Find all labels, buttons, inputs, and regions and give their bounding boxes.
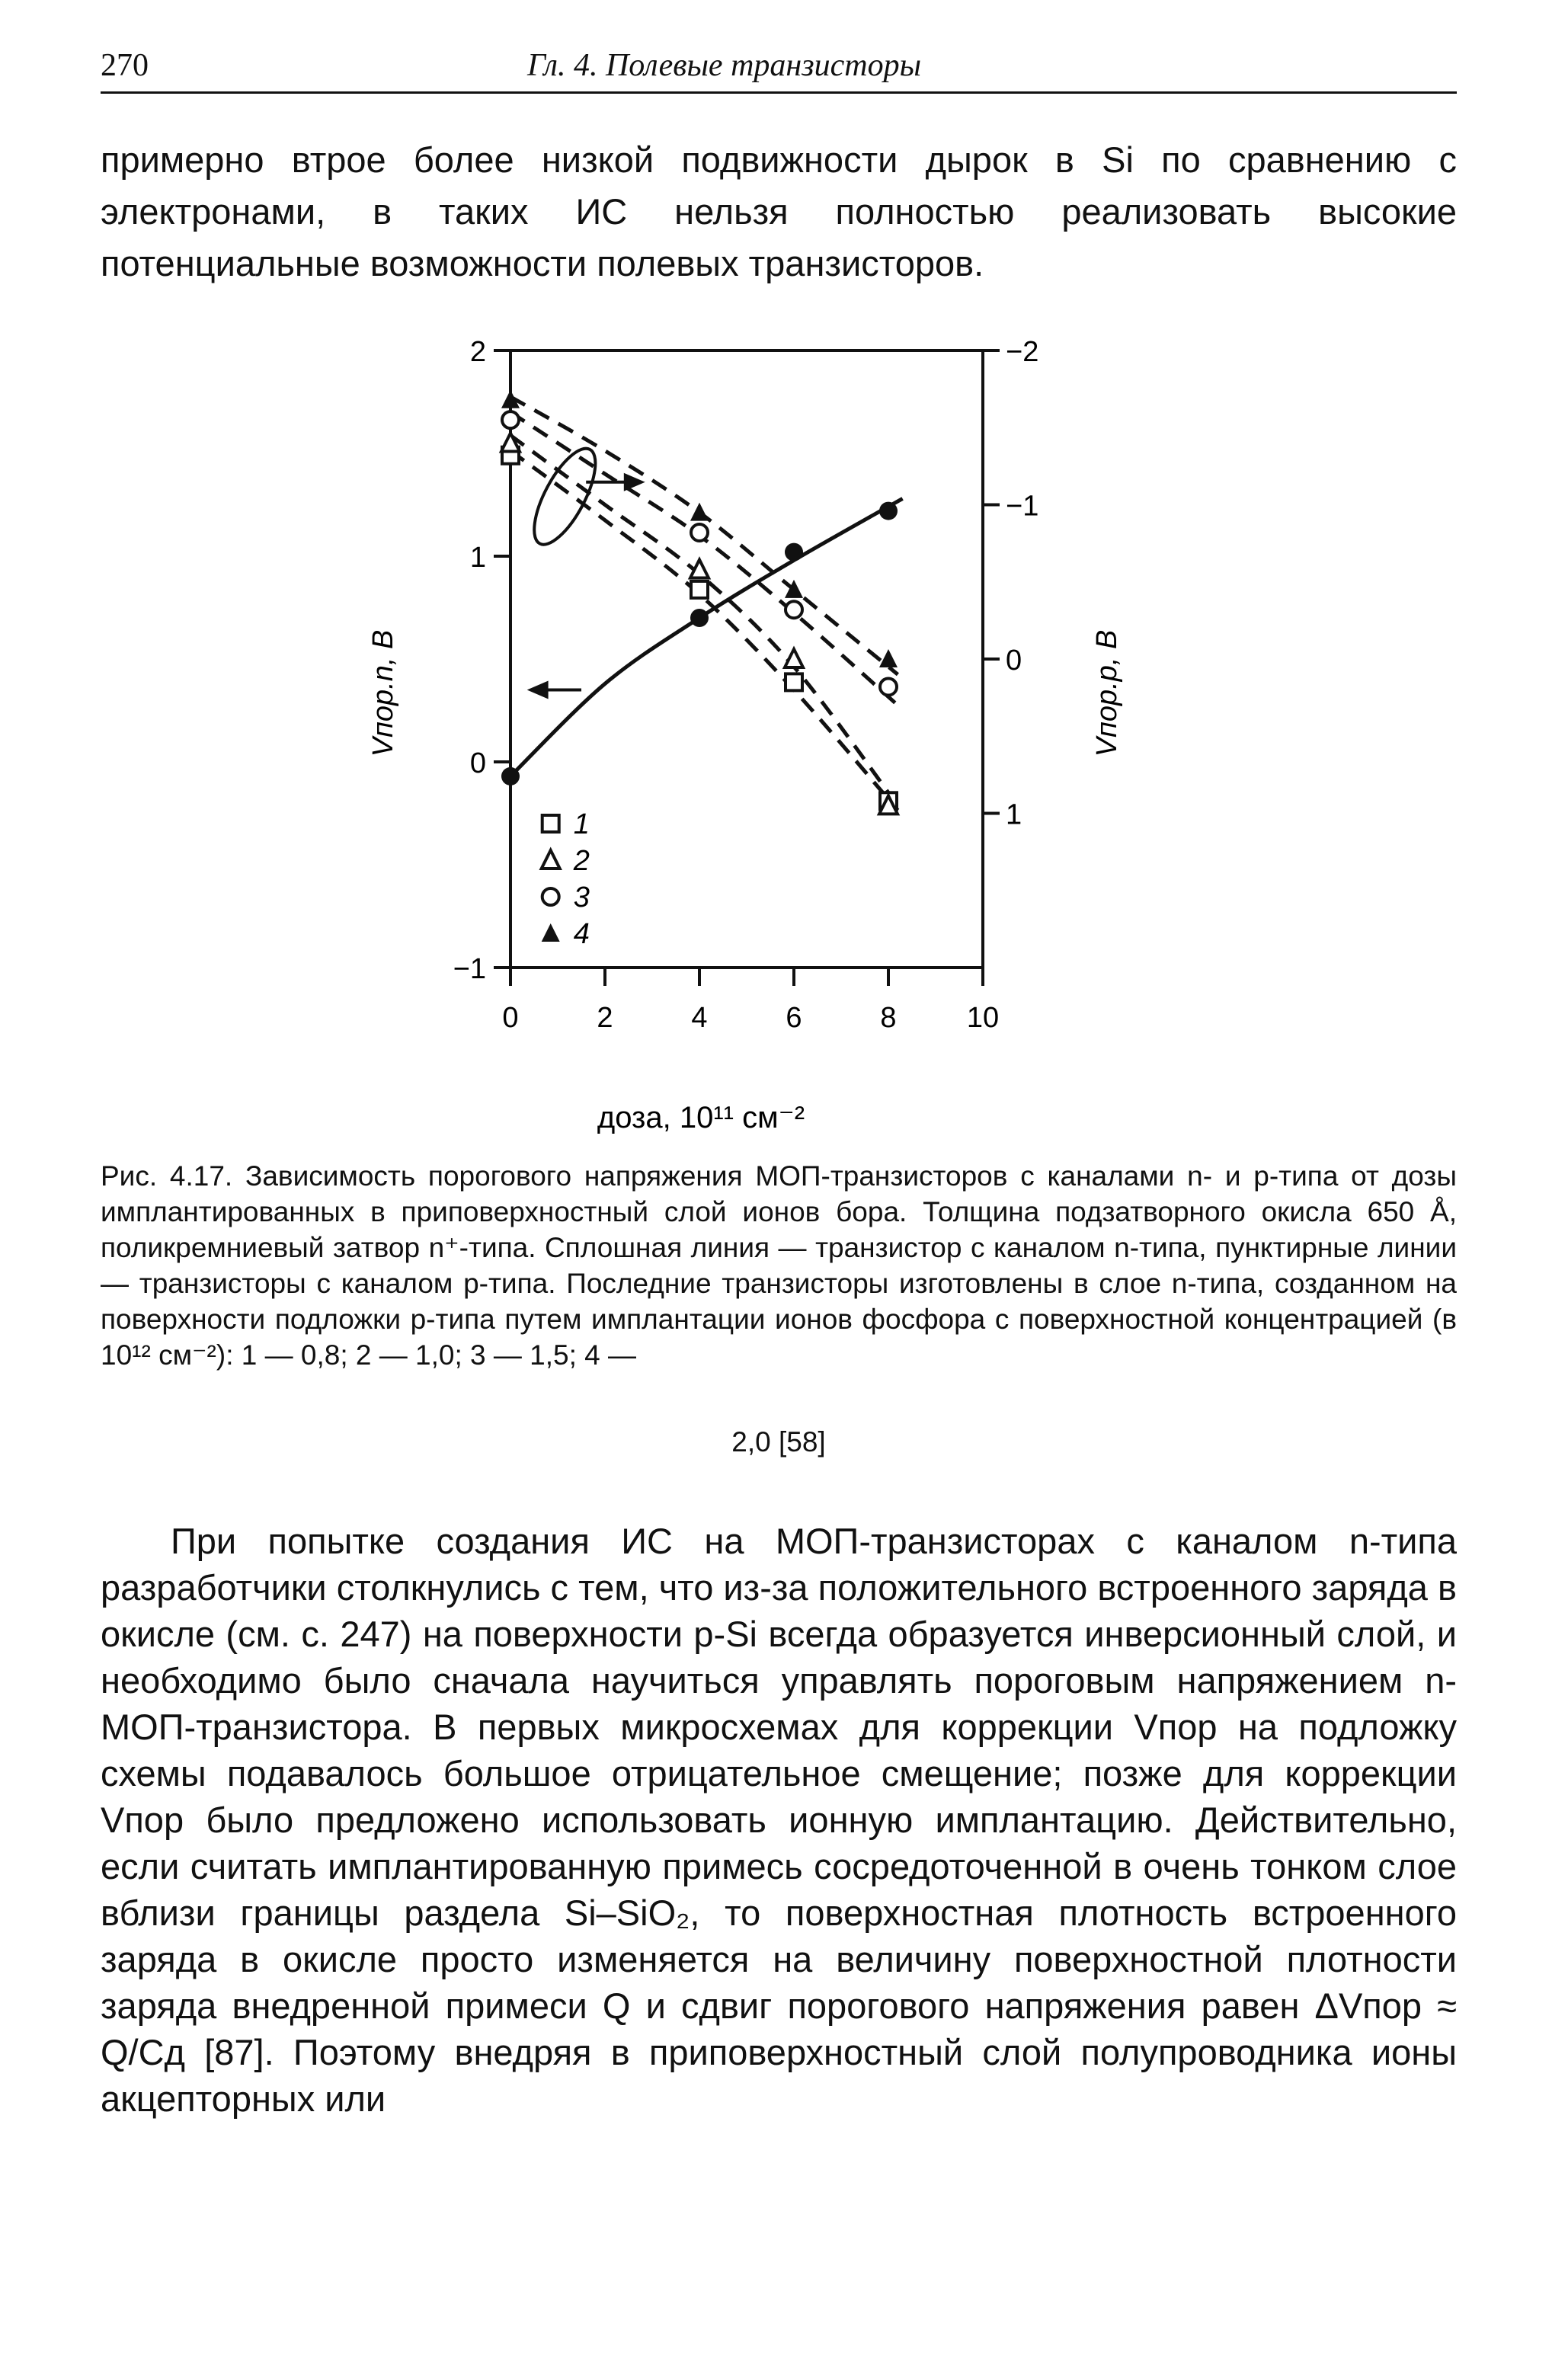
legend-marker-4	[542, 923, 560, 942]
series-solid-point	[785, 543, 803, 562]
y-left-tick-label: 2	[469, 336, 486, 368]
series-1-line	[510, 451, 898, 811]
series-1-point	[786, 674, 802, 690]
figure-caption-end: 2,0 [58]	[731, 1426, 826, 1457]
y-right-tick-label: 0	[1006, 645, 1022, 677]
series-group-ellipse	[522, 440, 607, 553]
legend-label-1: 1	[573, 808, 590, 840]
series-3-point	[786, 601, 802, 618]
series-solid-point	[879, 502, 898, 520]
x-tick-label: 4	[691, 1002, 708, 1034]
running-title: Гл. 4. Полевые транзисторы	[527, 48, 922, 83]
series-solid-point	[690, 609, 709, 627]
y-left-tick-label: −1	[453, 953, 486, 985]
x-tick-label: 10	[966, 1002, 1000, 1034]
legend-label-2: 2	[573, 845, 590, 877]
series-3-point	[880, 678, 897, 695]
series-solid-point	[501, 767, 520, 786]
figure-caption: Рис. 4.17. Зависимость порогового напряжения МОП-транзисторов с каналами n- и p-типа от дозы имплантированных в приповерхностный слой ионов бора. Толщина подзатворного окисла 650 Å, поликремниевый затвор n⁺-типа. Сплошная линия — транзистор с каналом n-типа, пунктирные линии — транзисторы с каналом p-типа. Последние транзисторы изготовлены в слое n-типа, созданном на поверхности подложки p-типа путем имплантации ионов фосфора с поверхностной концентрацией (в 10¹² см⁻²): 1 — 0,8; 2 — 1,0; 3 — 1,5; 4 —	[101, 1160, 1457, 1371]
series-1-point	[691, 581, 708, 598]
x-tick-label: 0	[502, 1002, 519, 1034]
y-right-tick-label: 1	[1006, 798, 1022, 831]
chart-legend	[542, 808, 590, 950]
chart-curves	[510, 397, 903, 811]
y-left-axis-label: Vпор.n, В	[367, 629, 399, 757]
legend-marker-1	[542, 815, 559, 832]
intro-paragraph: примерно втрое более низкой подвижности дырок в Si по сравнению с электронами, в таких ИС нельзя полностью реализовать высокие потенциальные возможности полевых транзисторов.	[101, 139, 1457, 283]
legend-marker-3	[542, 888, 559, 905]
chart-labels	[367, 630, 1123, 1134]
page-header	[101, 47, 1457, 94]
x-tick-label: 2	[597, 1002, 613, 1034]
series-4-point	[690, 503, 709, 521]
y-right-tick-label: −1	[1006, 490, 1039, 523]
legend-label-3: 3	[573, 882, 590, 914]
threshold-voltage-chart	[320, 320, 1234, 1143]
arrow-left-head	[527, 681, 549, 699]
series-2-point	[785, 649, 803, 667]
page-number: 270	[101, 48, 149, 83]
y-left-tick-label: 0	[469, 747, 486, 779]
series-4-point	[879, 649, 898, 667]
y-right-axis-label: Vпор.p, В	[1091, 629, 1123, 757]
y-left-tick-label: 1	[469, 542, 486, 574]
legend-label-4: 4	[573, 918, 590, 950]
x-tick-label: 6	[786, 1002, 802, 1034]
series-3-point	[502, 411, 519, 428]
x-axis-label: доза, 10¹¹ см⁻²	[597, 1101, 805, 1134]
y-right-tick-label: −2	[1006, 336, 1039, 368]
series-3-point	[691, 524, 708, 541]
legend-marker-2	[542, 850, 560, 869]
body-paragraph: При попытке создания ИС на МОП-транзисторах с каналом n-типа разработчики столкнулись с тем, что из-за положительного встроенного заряда в окисле (см. с. 247) на поверхности p-Si всегда образуется инверсионный слой, и необходимо было сначала научиться управлять пороговым напряжением n-МОП-транзистора. В первых микросхемах для коррекции Vпор на подложку схемы подавалось большое отрицательное смещение; позже для коррекции Vпор было предложено использовать ионную имплантацию. Действительно, если считать имплантированную примесь сосредоточенной в очень тонком слое вблизи границы раздела Si–SiO₂, то поверхностная плотность встроенного заряда в окисле просто изменяется на величину поверхностной плотности заряда внедренной примеси Q и сдвиг порогового напряжения равен ΔVпор ≈ Q/Cд [87]. Поэтому внедряя в приповерхностный слой полупроводника ионы акцепторных или	[101, 1521, 1457, 2119]
x-tick-label: 8	[880, 1002, 897, 1034]
chart-markers	[501, 390, 898, 814]
